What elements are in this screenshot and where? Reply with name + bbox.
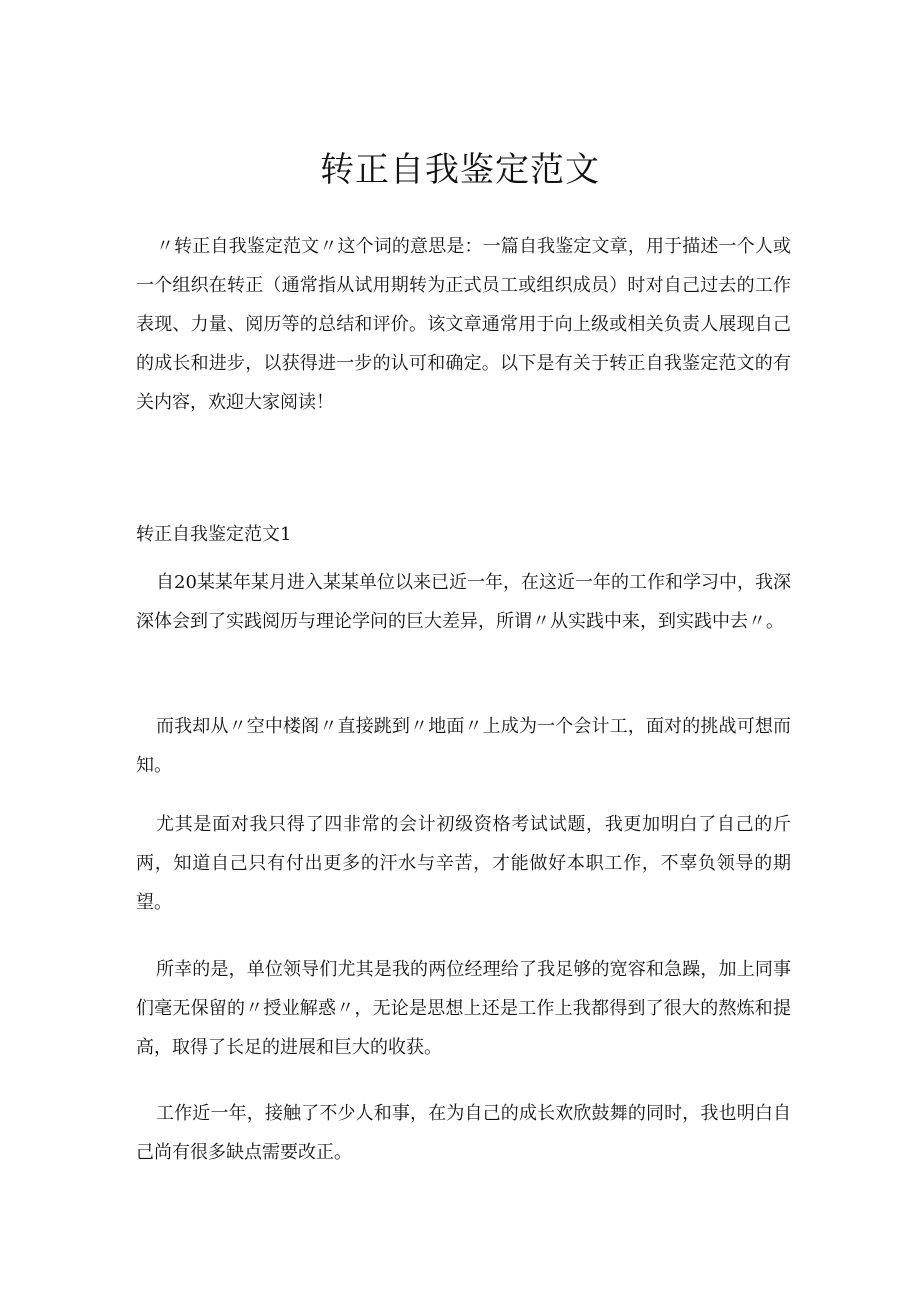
body-paragraph-1: 自20某某年某月进入某某单位以来已近一年，在这近一年的工作和学习中，我深深体会到了实践阅历与理论学问的巨大差异，所谓〃从实践中来，到实践中去〃。	[136, 572, 791, 632]
body-paragraph-4: 所幸的是，单位领导们尤其是我的两位经理给了我足够的宽容和急躁，加上同事们毫无保留的〃授业解惑〃，无论是思想上还是工作上我都得到了很大的熬炼和提高，取得了长足的进展和巨大的收获。	[136, 959, 791, 1058]
intro-paragraph: 〃转正自我鉴定范文〃这个词的意思是：一篇自我鉴定文章，用于描述一个人或一个组织在转正（通常指从试用期转为正式员工或组织成员）时对自己过去的工作表现、力量、阅历等的总结和评价。该文章通常用于向上级或相关负责人展现自己的成长和进步，以获得进一步的认可和确定。以下是有关于转正自我鉴定范文的有关内容，欢迎大家阅读！	[136, 236, 791, 413]
body-paragraph-2: 而我却从〃空中楼阁〃直接跳到〃地面〃上成为一个会计工，面对的挑战可想而知。	[136, 716, 791, 776]
section-heading: 转正自我鉴定范文1	[136, 524, 292, 545]
body-paragraph-5: 工作近一年，接触了不少人和事，在为自己的成长欢欣鼓舞的同时，我也明白自己尚有很多缺点需要改正。	[136, 1103, 791, 1163]
body-paragraph-3: 尤其是面对我只得了四非常的会计初级资格考试试题，我更加明白了自己的斤两，知道自己只有付出更多的汗水与辛苦，才能做好本职工作，不辜负领导的期望。	[136, 814, 791, 913]
document-title: 转正自我鉴定范文	[320, 150, 600, 190]
